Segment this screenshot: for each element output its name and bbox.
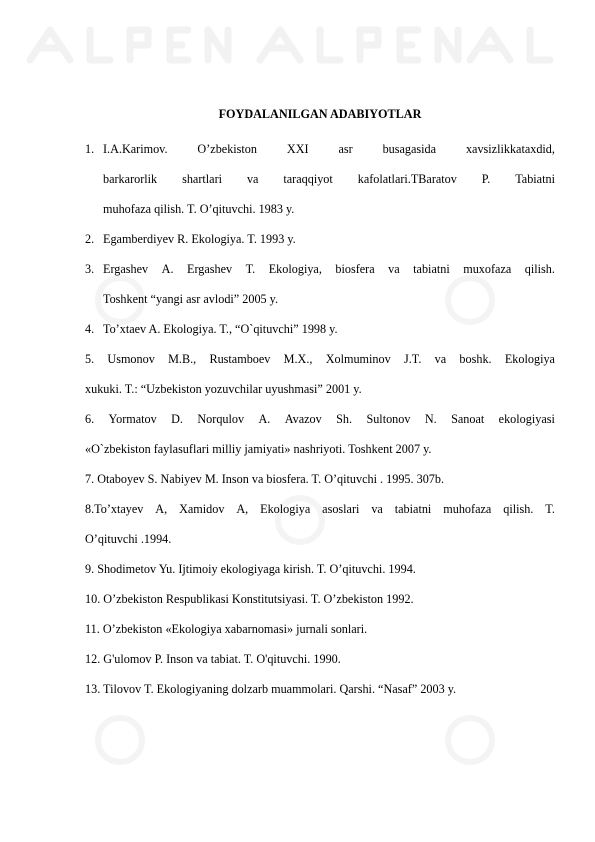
ref-6-line-1 xyxy=(85,413,555,426)
word: va xyxy=(371,502,383,516)
word: A, xyxy=(236,502,249,516)
ref-9-text: 9. Shodimetov Yu. Ijtimoiy ekologiyaga kirish. T. O’qituvchi. 1994. xyxy=(85,562,416,576)
watermark-circle-4 xyxy=(98,718,142,762)
page-title: FOYDALANILGAN ADABIYOTLAR xyxy=(218,107,422,121)
word: Yormatov xyxy=(108,412,157,426)
watermark-logo-1 xyxy=(30,30,228,60)
word: P. xyxy=(481,172,491,186)
ref-7-text: 7. Otaboyev S. Nabiyev M. Inson va biosfera. T. O’qituvchi . 1995. 307b. xyxy=(85,472,445,486)
watermark-circle-5 xyxy=(448,718,492,762)
ref-1-number: 1. xyxy=(85,142,95,156)
word: 6. xyxy=(85,412,95,426)
ref-12-text: 12. G'ulomov P. Inson va tabiat. T. O'qituvchi. 1990. xyxy=(85,652,341,666)
ref-5-line-2: xukuki. T.: “Uzbekiston yozuvchilar uyushmasi” 2001 y. xyxy=(85,382,362,396)
word: Tabiatni xyxy=(515,172,555,186)
ref-8-line-1 xyxy=(85,503,555,516)
watermark-logo-2 xyxy=(260,30,458,60)
word: Ekologiya xyxy=(260,502,311,516)
word: va xyxy=(246,172,259,186)
ref-3-line-1 xyxy=(103,263,555,276)
word: A. xyxy=(161,262,174,276)
ref-4-number: 4. xyxy=(85,322,95,336)
ref-8-line-2: O’qituvchi .1994. xyxy=(85,532,172,546)
ref-13-text: 13. Tilovov T. Ekologiyaning dolzarb muammolari. Qarshi. “Nasaf” 2003 y. xyxy=(85,682,457,696)
word: Norqulov xyxy=(197,412,245,426)
word: Usmonov xyxy=(107,352,155,366)
word: asoslari xyxy=(322,502,360,516)
ref-10-text: 10. O’zbekiston Respublikasi Konstitutsiyasi. T. O’zbekiston 1992. xyxy=(85,592,414,606)
word: A, xyxy=(155,502,168,516)
word: qilish. xyxy=(503,502,534,516)
word: biosfera xyxy=(335,262,375,276)
word: Rustamboev xyxy=(209,352,271,366)
word: va xyxy=(388,262,400,276)
ref-2-text: Egamberdiyev R. Ekologiya. T. 1993 y. xyxy=(103,232,296,246)
word: boshk. xyxy=(459,352,492,366)
watermark-logo-3 xyxy=(470,30,550,60)
word: M.X., xyxy=(283,352,313,366)
word: asr xyxy=(338,142,353,156)
ref-4-text: To’xtaev A. Ekologiya. T., “O`qituvchi” 1998 y. xyxy=(103,322,338,336)
word: T. xyxy=(245,262,256,276)
ref-2-number: 2. xyxy=(85,232,95,246)
word: shartlari xyxy=(182,172,223,186)
word: Xolmuminov xyxy=(325,352,391,366)
word: tabiatni xyxy=(394,502,432,516)
ref-6-line-2: «O`zbekiston faylasuflari milliy jamiyati» nashriyoti. Toshkent 2007 y. xyxy=(85,442,432,456)
word: taraqqiyot xyxy=(283,172,333,186)
word: tabiatni xyxy=(413,262,450,276)
word: Ergashev xyxy=(187,262,233,276)
word: Sanoat xyxy=(451,412,485,426)
word: J.T. xyxy=(403,352,422,366)
word: N. xyxy=(424,412,437,426)
word: Sultonov xyxy=(366,412,411,426)
word: barkarorlik xyxy=(103,172,158,186)
ref-3-line-2: Toshkent “yangi asr avlodi” 2005 y. xyxy=(103,292,279,306)
ref-11-text: 11. O’zbekiston «Ekologiya xabarnomasi» jurnali sonlari. xyxy=(85,622,368,636)
word: Avazov xyxy=(284,412,322,426)
word: XXI xyxy=(286,142,309,156)
watermark-circle-2 xyxy=(448,278,492,322)
word: A. xyxy=(258,412,271,426)
ref-1-line-3: muhofaza qilish. T. O’qituvchi. 1983 y. xyxy=(103,202,295,216)
word: ekologiyasi xyxy=(498,412,555,426)
word: qilish. xyxy=(524,262,555,276)
word: kafolatlari.TBaratov xyxy=(357,172,457,186)
word: busagasida xyxy=(382,142,437,156)
word: muxofaza xyxy=(463,262,512,276)
word: 5. xyxy=(85,352,95,366)
word: M.B., xyxy=(168,352,197,366)
word: O’zbekiston xyxy=(197,142,257,156)
word: Ekologiya xyxy=(504,352,555,366)
word: va xyxy=(434,352,447,366)
word: Sh. xyxy=(336,412,353,426)
word: muhofaza xyxy=(443,502,492,516)
word: 8.To’xtayev xyxy=(85,502,144,516)
word: Ekologiya, xyxy=(268,262,322,276)
word: D. xyxy=(171,412,183,426)
word: xavsizlikkataxdid, xyxy=(465,142,555,156)
word: I.A.Karimov. xyxy=(103,142,168,156)
word: T. xyxy=(545,502,555,516)
ref-5-line-1 xyxy=(85,353,555,366)
ref-1-line-1 xyxy=(103,143,555,156)
ref-3-number: 3. xyxy=(85,262,95,276)
ref-1-line-2 xyxy=(103,173,555,186)
word: Xamidov xyxy=(179,502,225,516)
word: Ergashev xyxy=(103,262,149,276)
